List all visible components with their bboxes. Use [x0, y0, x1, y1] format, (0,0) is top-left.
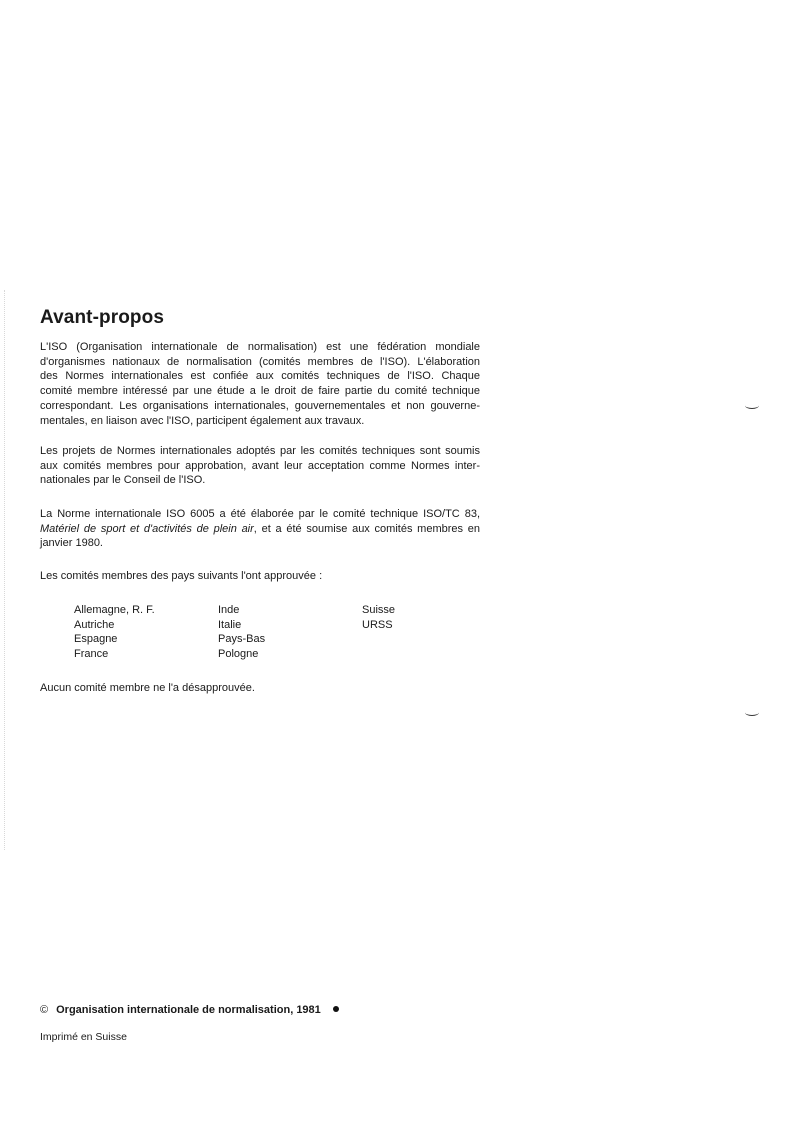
country-item: Inde — [218, 604, 240, 616]
scan-mark-icon — [745, 402, 759, 409]
bullet-dot-icon — [333, 1006, 339, 1012]
page-title: Avant-propos — [40, 307, 164, 328]
copyright-icon: © — [40, 1004, 49, 1016]
paragraph-approval-intro — [40, 569, 480, 584]
country-item: Allemagne, R. F. — [74, 604, 155, 616]
country-item: Pologne — [218, 648, 259, 661]
text-line: des Normes internationales est confiée aux comités techniques de l'ISO. Chaque — [40, 370, 480, 383]
paragraph-drafts — [40, 444, 480, 488]
country-item: URSS — [362, 618, 393, 631]
text-line: correspondant. Les organisations internationales, gouvernementales et non gouverne- — [40, 399, 480, 412]
text-line: aux comités membres pour approbation, avant leur acceptation comme Normes inter- — [40, 459, 480, 472]
country-column-2 — [218, 603, 265, 662]
copyright-text: Organisation internationale de normalisation, 1981 — [56, 1004, 321, 1016]
country-column-1 — [74, 603, 155, 662]
text-line: La Norme internationale ISO 6005 a été élaborée par le comité technique ISO/TC 83, — [40, 508, 480, 520]
text-line: Les projets de Normes internationales adoptés par les comités techniques sont soumis — [40, 445, 480, 457]
country-item: Pays-Bas — [218, 633, 266, 646]
text-line: Les comités membres des pays suivants l'ont approuvée : — [40, 570, 323, 582]
text-line — [40, 522, 480, 537]
country-column-3 — [362, 603, 395, 632]
text-fragment: , et a été soumise aux comités membres en — [253, 522, 480, 535]
country-item: Italie — [218, 618, 242, 631]
paragraph-disapproval — [40, 681, 480, 696]
scan-edge-line — [4, 290, 5, 850]
scan-mark-icon — [745, 709, 759, 716]
text-line: janvier 1980. — [40, 537, 103, 550]
paragraph-standard-info — [40, 507, 480, 551]
country-item: Suisse — [362, 604, 396, 616]
country-item: Espagne — [74, 633, 118, 646]
country-item: France — [74, 648, 109, 661]
text-line: L'ISO (Organisation internationale de normalisation) est une fédération mondiale — [40, 341, 480, 353]
copyright-notice — [40, 1004, 339, 1016]
printed-in: Imprimé en Suisse — [40, 1031, 127, 1043]
text-line: d'organismes nationaux de normalisation (comités membres de l'ISO). L'élaboration — [40, 355, 480, 368]
text-line: nationales par le Conseil de l'ISO. — [40, 474, 206, 487]
committee-title: Matériel de sport et d'activités de plein air — [40, 522, 254, 535]
paragraph-iso-intro — [40, 340, 480, 428]
country-item: Autriche — [74, 618, 115, 631]
text-line: Aucun comité membre ne l'a désapprouvée. — [40, 682, 255, 694]
text-line: mentales, en liaison avec l'ISO, participent également aux travaux. — [40, 414, 365, 427]
text-line: comité membre intéressé par une étude a le droit de faire partie du comité technique — [40, 385, 480, 398]
